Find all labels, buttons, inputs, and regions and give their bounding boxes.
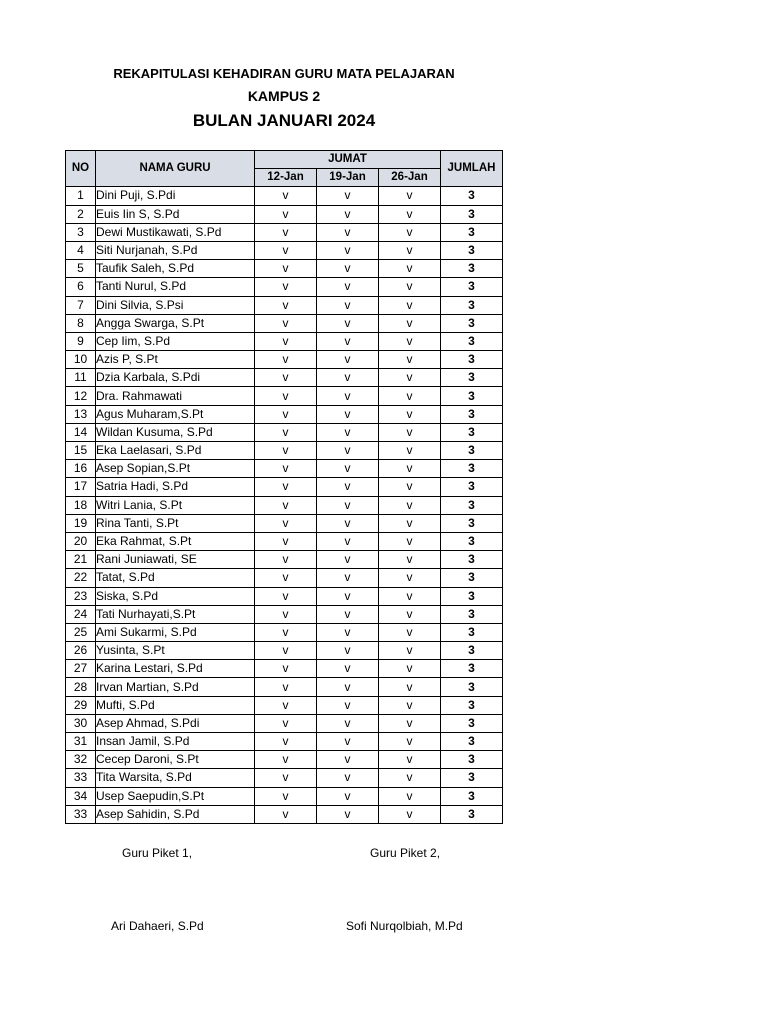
attendance-table [65, 150, 503, 824]
row-number: 29 [66, 696, 96, 714]
attendance-mark: v [255, 187, 317, 205]
attendance-mark: v [317, 351, 379, 369]
row-number: 3 [66, 223, 96, 241]
teacher-name: Euis Iin S, S.Pd [96, 205, 255, 223]
attendance-mark: v [255, 351, 317, 369]
teacher-name: Dra. Rahmawati [96, 387, 255, 405]
table-row [66, 714, 503, 732]
attendance-mark: v [255, 569, 317, 587]
attendance-mark: v [379, 205, 441, 223]
row-number: 21 [66, 551, 96, 569]
attendance-mark: v [379, 623, 441, 641]
attendance-total: 3 [441, 187, 503, 205]
table-row [66, 733, 503, 751]
col-header-date: 26-Jan [379, 169, 441, 187]
attendance-mark: v [317, 751, 379, 769]
attendance-mark: v [379, 514, 441, 532]
table-row [66, 696, 503, 714]
table-row [66, 514, 503, 532]
attendance-total: 3 [441, 478, 503, 496]
attendance-total: 3 [441, 278, 503, 296]
table-row [66, 296, 503, 314]
attendance-total: 3 [441, 296, 503, 314]
attendance-mark: v [317, 805, 379, 823]
attendance-mark: v [317, 660, 379, 678]
table-row [66, 278, 503, 296]
attendance-mark: v [317, 369, 379, 387]
attendance-total: 3 [441, 569, 503, 587]
table-row [66, 496, 503, 514]
attendance-mark: v [379, 587, 441, 605]
attendance-total: 3 [441, 642, 503, 660]
attendance-mark: v [255, 696, 317, 714]
attendance-mark: v [317, 587, 379, 605]
table-row [66, 442, 503, 460]
attendance-mark: v [317, 296, 379, 314]
teacher-name: Witri Lania, S.Pt [96, 496, 255, 514]
teacher-name: Rani Juniawati, SE [96, 551, 255, 569]
attendance-mark: v [255, 678, 317, 696]
attendance-mark: v [379, 751, 441, 769]
table-row [66, 623, 503, 641]
teacher-name: Dini Puji, S.Pdi [96, 187, 255, 205]
attendance-total: 3 [441, 787, 503, 805]
row-number: 28 [66, 678, 96, 696]
attendance-mark: v [317, 569, 379, 587]
row-number: 9 [66, 332, 96, 350]
attendance-mark: v [379, 241, 441, 259]
attendance-mark: v [317, 442, 379, 460]
row-number: 33 [66, 769, 96, 787]
signature-name-2: Sofi Nurqolbiah, M.Pd [346, 919, 463, 933]
attendance-total: 3 [441, 442, 503, 460]
attendance-mark: v [379, 805, 441, 823]
attendance-mark: v [255, 369, 317, 387]
attendance-mark: v [255, 551, 317, 569]
signature-role-1: Guru Piket 1, [122, 846, 193, 860]
attendance-total: 3 [441, 205, 503, 223]
table-row [66, 423, 503, 441]
row-number: 27 [66, 660, 96, 678]
teacher-name: Tatat, S.Pd [96, 569, 255, 587]
attendance-mark: v [379, 332, 441, 350]
attendance-mark: v [317, 551, 379, 569]
teacher-name: Rina Tanti, S.Pt [96, 514, 255, 532]
attendance-total: 3 [441, 351, 503, 369]
attendance-total: 3 [441, 241, 503, 259]
attendance-mark: v [317, 514, 379, 532]
attendance-mark: v [317, 223, 379, 241]
attendance-total: 3 [441, 696, 503, 714]
row-number: 25 [66, 623, 96, 641]
row-number: 19 [66, 514, 96, 532]
row-number: 12 [66, 387, 96, 405]
attendance-total: 3 [441, 223, 503, 241]
attendance-mark: v [317, 642, 379, 660]
row-number: 5 [66, 260, 96, 278]
attendance-mark: v [379, 496, 441, 514]
row-number: 7 [66, 296, 96, 314]
teacher-name: Insan Jamil, S.Pd [96, 733, 255, 751]
attendance-mark: v [379, 314, 441, 332]
attendance-mark: v [255, 805, 317, 823]
attendance-mark: v [255, 623, 317, 641]
attendance-mark: v [255, 241, 317, 259]
month-title: BULAN JANUARI 2024 [192, 111, 376, 130]
attendance-mark: v [255, 714, 317, 732]
table-row [66, 660, 503, 678]
attendance-mark: v [255, 260, 317, 278]
table-row [66, 387, 503, 405]
teacher-name: Asep Ahmad, S.Pdi [96, 714, 255, 732]
row-number: 16 [66, 460, 96, 478]
table-row [66, 187, 503, 205]
col-header-no: NO [66, 151, 96, 187]
attendance-total: 3 [441, 369, 503, 387]
attendance-mark: v [317, 241, 379, 259]
teacher-name: Wildan Kusuma, S.Pd [96, 423, 255, 441]
attendance-mark: v [317, 387, 379, 405]
attendance-total: 3 [441, 714, 503, 732]
attendance-mark: v [379, 569, 441, 587]
teacher-name: Cep Iim, S.Pd [96, 332, 255, 350]
attendance-total: 3 [441, 678, 503, 696]
attendance-mark: v [255, 223, 317, 241]
attendance-mark: v [255, 733, 317, 751]
table-row [66, 678, 503, 696]
attendance-mark: v [379, 278, 441, 296]
col-header-total: JUMLAH [441, 151, 503, 187]
row-number: 10 [66, 351, 96, 369]
attendance-mark: v [317, 769, 379, 787]
attendance-mark: v [255, 205, 317, 223]
attendance-mark: v [317, 187, 379, 205]
table-row [66, 569, 503, 587]
table-row [66, 314, 503, 332]
attendance-total: 3 [441, 423, 503, 441]
attendance-total: 3 [441, 496, 503, 514]
attendance-mark: v [255, 587, 317, 605]
teacher-name: Siti Nurjanah, S.Pd [96, 241, 255, 259]
attendance-total: 3 [441, 660, 503, 678]
attendance-mark: v [379, 369, 441, 387]
attendance-mark: v [317, 678, 379, 696]
col-header-date: 12-Jan [255, 169, 317, 187]
table-row [66, 223, 503, 241]
teacher-name: Asep Sahidin, S.Pd [96, 805, 255, 823]
attendance-mark: v [317, 605, 379, 623]
table-row [66, 787, 503, 805]
row-number: 11 [66, 369, 96, 387]
teacher-name: Karina Lestari, S.Pd [96, 660, 255, 678]
teacher-name: Asep Sopian,S.Pt [96, 460, 255, 478]
row-number: 32 [66, 751, 96, 769]
attendance-mark: v [379, 223, 441, 241]
attendance-mark: v [255, 278, 317, 296]
table-row [66, 751, 503, 769]
attendance-mark: v [379, 405, 441, 423]
attendance-mark: v [379, 532, 441, 550]
attendance-mark: v [379, 187, 441, 205]
attendance-mark: v [255, 496, 317, 514]
attendance-total: 3 [441, 514, 503, 532]
signature-role-2: Guru Piket 2, [370, 846, 441, 860]
table-row [66, 605, 503, 623]
attendance-mark: v [317, 405, 379, 423]
attendance-mark: v [255, 405, 317, 423]
attendance-mark: v [379, 787, 441, 805]
teacher-name: Tita Warsita, S.Pd [96, 769, 255, 787]
teacher-name: Angga Swarga, S.Pt [96, 314, 255, 332]
table-row [66, 405, 503, 423]
col-header-group: JUMAT [255, 151, 441, 169]
attendance-mark: v [379, 678, 441, 696]
row-number: 24 [66, 605, 96, 623]
attendance-mark: v [379, 605, 441, 623]
teacher-name: Satria Hadi, S.Pd [96, 478, 255, 496]
attendance-mark: v [255, 460, 317, 478]
teacher-name: Dini Silvia, S.Psi [96, 296, 255, 314]
attendance-mark: v [255, 478, 317, 496]
attendance-mark: v [379, 478, 441, 496]
table-row [66, 587, 503, 605]
attendance-mark: v [255, 605, 317, 623]
table-row [66, 805, 503, 823]
attendance-mark: v [317, 733, 379, 751]
teacher-name: Tanti Nurul, S.Pd [96, 278, 255, 296]
attendance-mark: v [255, 332, 317, 350]
teacher-name: Mufti, S.Pd [96, 696, 255, 714]
signature-name-1: Ari Dahaeri, S.Pd [111, 919, 204, 933]
attendance-total: 3 [441, 405, 503, 423]
attendance-mark: v [379, 296, 441, 314]
attendance-mark: v [255, 296, 317, 314]
attendance-mark: v [255, 423, 317, 441]
attendance-total: 3 [441, 623, 503, 641]
row-number: 26 [66, 642, 96, 660]
table-row [66, 241, 503, 259]
row-number: 14 [66, 423, 96, 441]
attendance-total: 3 [441, 332, 503, 350]
row-number: 34 [66, 787, 96, 805]
attendance-mark: v [317, 787, 379, 805]
row-number: 30 [66, 714, 96, 732]
attendance-mark: v [255, 387, 317, 405]
attendance-mark: v [317, 278, 379, 296]
teacher-name: Eka Rahmat, S.Pt [96, 532, 255, 550]
row-number: 20 [66, 532, 96, 550]
attendance-mark: v [379, 769, 441, 787]
attendance-mark: v [317, 460, 379, 478]
table-row [66, 205, 503, 223]
campus-subtitle: KAMPUS 2 [247, 88, 321, 104]
row-number: 6 [66, 278, 96, 296]
attendance-mark: v [317, 205, 379, 223]
table-row [66, 551, 503, 569]
attendance-mark: v [317, 260, 379, 278]
col-header-date: 19-Jan [317, 169, 379, 187]
attendance-total: 3 [441, 551, 503, 569]
report-title: REKAPITULASI KEHADIRAN GURU MATA PELAJARAN [113, 66, 455, 81]
attendance-mark: v [379, 733, 441, 751]
attendance-mark: v [317, 423, 379, 441]
attendance-mark: v [317, 314, 379, 332]
attendance-mark: v [379, 260, 441, 278]
attendance-mark: v [255, 751, 317, 769]
teacher-name: Usep Saepudin,S.Pt [96, 787, 255, 805]
attendance-mark: v [379, 696, 441, 714]
table-row [66, 532, 503, 550]
attendance-mark: v [379, 387, 441, 405]
teacher-name: Cecep Daroni, S.Pt [96, 751, 255, 769]
row-number: 17 [66, 478, 96, 496]
row-number: 18 [66, 496, 96, 514]
row-number: 2 [66, 205, 96, 223]
table-row [66, 332, 503, 350]
table-row [66, 478, 503, 496]
teacher-name: Tati Nurhayati,S.Pt [96, 605, 255, 623]
teacher-name: Dzia Karbala, S.Pdi [96, 369, 255, 387]
table-row [66, 769, 503, 787]
attendance-mark: v [379, 714, 441, 732]
col-header-name: NAMA GURU [96, 151, 255, 187]
attendance-mark: v [317, 696, 379, 714]
teacher-name: Ami Sukarmi, S.Pd [96, 623, 255, 641]
attendance-mark: v [255, 514, 317, 532]
teacher-name: Yusinta, S.Pt [96, 642, 255, 660]
attendance-total: 3 [441, 805, 503, 823]
table-row [66, 460, 503, 478]
teacher-name: Agus Muharam,S.Pt [96, 405, 255, 423]
attendance-total: 3 [441, 260, 503, 278]
row-number: 13 [66, 405, 96, 423]
row-number: 4 [66, 241, 96, 259]
attendance-mark: v [317, 532, 379, 550]
row-number: 8 [66, 314, 96, 332]
attendance-mark: v [255, 787, 317, 805]
attendance-mark: v [379, 642, 441, 660]
table-row [66, 260, 503, 278]
table-row [66, 351, 503, 369]
attendance-total: 3 [441, 587, 503, 605]
attendance-mark: v [317, 623, 379, 641]
row-number: 15 [66, 442, 96, 460]
attendance-total: 3 [441, 314, 503, 332]
row-number: 22 [66, 569, 96, 587]
attendance-total: 3 [441, 460, 503, 478]
attendance-total: 3 [441, 751, 503, 769]
row-number: 31 [66, 733, 96, 751]
attendance-mark: v [255, 442, 317, 460]
attendance-mark: v [255, 314, 317, 332]
teacher-name: Irvan Martian, S.Pd [96, 678, 255, 696]
attendance-mark: v [317, 496, 379, 514]
table-row [66, 369, 503, 387]
attendance-mark: v [317, 332, 379, 350]
attendance-total: 3 [441, 387, 503, 405]
row-number: 1 [66, 187, 96, 205]
teacher-name: Eka Laelasari, S.Pd [96, 442, 255, 460]
attendance-mark: v [379, 551, 441, 569]
attendance-mark: v [317, 714, 379, 732]
row-number: 33 [66, 805, 96, 823]
attendance-total: 3 [441, 605, 503, 623]
teacher-name: Siska, S.Pd [96, 587, 255, 605]
attendance-mark: v [379, 442, 441, 460]
attendance-mark: v [255, 769, 317, 787]
attendance-mark: v [255, 660, 317, 678]
table-row [66, 642, 503, 660]
attendance-total: 3 [441, 769, 503, 787]
row-number: 23 [66, 587, 96, 605]
attendance-mark: v [379, 660, 441, 678]
attendance-mark: v [317, 478, 379, 496]
attendance-total: 3 [441, 532, 503, 550]
teacher-name: Taufik Saleh, S.Pd [96, 260, 255, 278]
attendance-mark: v [379, 423, 441, 441]
teacher-name: Dewi Mustikawati, S.Pd [96, 223, 255, 241]
attendance-total: 3 [441, 733, 503, 751]
attendance-mark: v [379, 351, 441, 369]
attendance-mark: v [255, 532, 317, 550]
attendance-mark: v [255, 642, 317, 660]
attendance-mark: v [379, 460, 441, 478]
teacher-name: Azis P, S.Pt [96, 351, 255, 369]
